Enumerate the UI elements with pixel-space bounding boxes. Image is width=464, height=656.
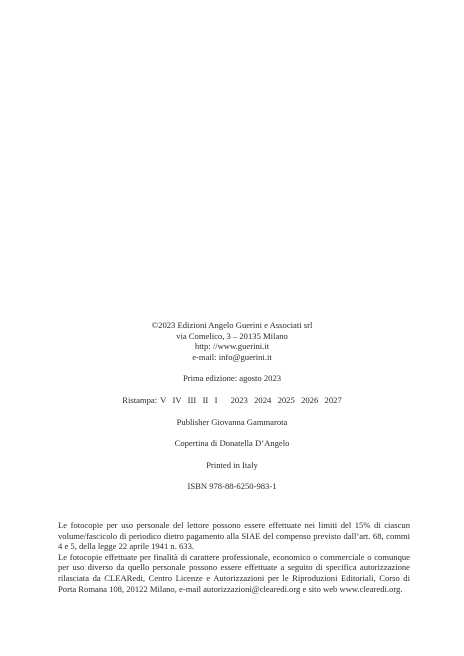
publisher-email: e-mail: info@guerini.it <box>192 351 272 362</box>
publisher-website: http: //www.guerini.it <box>194 341 270 352</box>
reprint-years: 2023 2024 2025 2026 2027 <box>230 394 342 405</box>
reprint-label: Ristampa: <box>122 394 158 405</box>
notice-paragraph-professional-use: Le fotocopie effettuate per finalità di carattere professionale, economico o commerciale o comunque per uso diverso da quello personale possono essere effettuate a seguito di specifica autorizzazione rilasciata da CLEARedi, Centro Licenze e Autorizzazioni per le Riproduzioni Editoriali, Corso di Porta Romana 108, 20122 Milano, e-mail autorizzazioni@clearedi.org e sito web www.clearedi.org. <box>58 551 410 594</box>
printed-in-line: Printed in Italy <box>206 459 258 470</box>
publisher-address: via Comelico, 3 – 20135 Milano <box>176 330 288 341</box>
cover-credit: Copertina di Donatella D’Angelo <box>174 438 290 449</box>
copyright-notice <box>58 520 410 594</box>
colophon-block <box>0 320 464 492</box>
isbn-line: ISBN 978-88-6250-983-1 <box>187 481 277 492</box>
notice-paragraph-personal-use: Le fotocopie per uso personale del lettore possono essere effettuate nei limiti del 15% di ciascun volume/fascicolo di periodico dietro pagamento alla SIAE del compenso previsto dall’art. 68, commi 4 e 5, della legge 22 aprile 1941 n. 633. <box>58 520 410 552</box>
reprint-line <box>0 395 464 406</box>
copyright-line: ©2023 Edizioni Angelo Guerini e Associati srl <box>151 320 313 330</box>
first-edition-line: Prima edizione: agosto 2023 <box>182 373 282 384</box>
publisher-credit: Publisher Giovanna Gammarota <box>176 416 288 427</box>
reprint-numbers: V IV III II I <box>160 394 218 405</box>
